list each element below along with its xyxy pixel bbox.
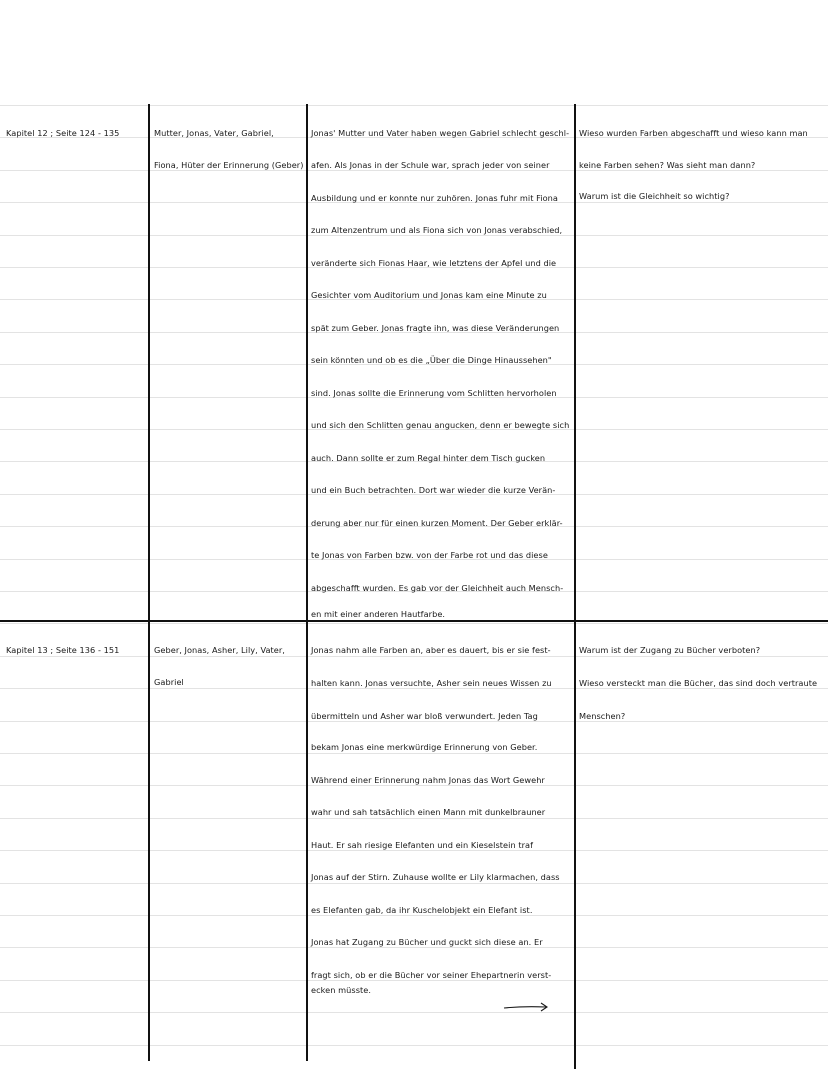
ruled-line	[0, 980, 828, 981]
arrow-right-icon	[502, 1000, 550, 1014]
question-line: Warum ist die Gleichheit so wichtig?	[579, 191, 730, 201]
summary-line: te Jonas von Farben bzw. von der Farbe rot und das diese	[311, 550, 548, 560]
ruled-line	[0, 1012, 828, 1013]
ruled-line	[0, 818, 828, 819]
summary-line: Haut. Er sah riesige Elefanten und ein Kieselstein traf	[311, 840, 534, 850]
summary-line: halten kann. Jonas versuchte, Asher sein neues Wissen zu	[311, 678, 552, 688]
summary-line: derung aber nur für einen kurzen Moment. Der Geber erklär-	[311, 518, 563, 528]
summary-line: und ein Buch betrachten. Dort war wieder die kurze Verän-	[311, 485, 556, 495]
characters-line: Geber, Jonas, Asher, Lily, Vater,	[154, 645, 285, 655]
summary-line: wahr und sah tatsächlich einen Mann mit dunkelbrauner	[311, 807, 546, 817]
ruled-line	[0, 688, 828, 689]
question-line: Wieso wurden Farben abgeschafft und wieso kann man	[579, 128, 808, 138]
ruled-line	[0, 105, 828, 106]
question-line: Menschen?	[579, 711, 626, 721]
summary-line: es Elefanten gab, da ihr Kuschelobjekt ein Elefant ist.	[311, 905, 533, 915]
ruled-line	[0, 721, 828, 722]
summary-line: fragt sich, ob er die Bücher vor seiner Ehepartnerin verst-	[311, 970, 552, 980]
ruled-line	[0, 1045, 828, 1046]
summary-line: Gesichter vom Auditorium und Jonas kam eine Minute zu	[311, 290, 547, 300]
characters-line: Fiona, Hüter der Erinnerung (Geber)	[154, 160, 304, 170]
chapter-label: Kapitel 13 ; Seite 136 - 151	[6, 645, 120, 655]
row-divider	[0, 620, 828, 622]
summary-line: Jonas hat Zugang zu Bücher und guckt sich diese an. Er	[311, 937, 543, 947]
ruled-line	[0, 850, 828, 851]
summary-line: veränderte sich Fionas Haar, wie letztens der Apfel und die	[311, 258, 557, 268]
question-line: Warum ist der Zugang zu Bücher verboten?	[579, 645, 761, 655]
ruled-line	[0, 623, 828, 624]
ruled-line	[0, 235, 828, 236]
summary-line: sein könnten und ob es die „Über die Dinge Hinaussehen"	[311, 355, 552, 365]
summary-line: spät zum Geber. Jonas fragte ihn, was diese Veränderungen	[311, 323, 560, 333]
summary-line: bekam Jonas eine merkwürdige Erinnerung von Geber.	[311, 742, 538, 752]
summary-line: Während einer Erinnerung nahm Jonas das Wort Gewehr	[311, 775, 545, 785]
ruled-line	[0, 915, 828, 916]
chapter-label: Kapitel 12 ; Seite 124 - 135	[6, 128, 120, 138]
ruled-line	[0, 883, 828, 884]
summary-line: abgeschafft wurden. Es gab vor der Gleichheit auch Mensch-	[311, 583, 564, 593]
summary-line: afen. Als Jonas in der Schule war, sprach jeder von seiner	[311, 160, 550, 170]
question-line: Wieso versteckt man die Bücher, das sind doch vertraute	[579, 678, 818, 688]
summary-line: ecken müsste.	[311, 985, 372, 995]
characters-line: Mutter, Jonas, Vater, Gabriel,	[154, 128, 274, 138]
summary-line: auch. Dann sollte er zum Regal hinter dem Tisch gucken	[311, 453, 546, 463]
summary-line: übermitteln und Asher war bloß verwundert. Jeden Tag	[311, 711, 538, 721]
column-divider-2	[306, 104, 308, 1061]
ruled-line	[0, 753, 828, 754]
column-divider-3	[574, 104, 576, 1069]
summary-line: Jonas' Mutter und Vater haben wegen Gabriel schlecht geschl-	[311, 128, 570, 138]
summary-line: Jonas nahm alle Farben an, aber es dauert, bis er sie fest-	[311, 645, 551, 655]
ruled-line	[0, 170, 828, 171]
summary-line: Jonas auf der Stirn. Zuhause wollte er Lily klarmachen, dass	[311, 872, 560, 882]
summary-line: Ausbildung und er konnte nur zuhören. Jonas fuhr mit Fiona	[311, 193, 558, 203]
column-divider-1	[148, 104, 150, 1061]
summary-line: zum Altenzentrum und als Fiona sich von Jonas verabschied,	[311, 225, 563, 235]
ruled-line	[0, 947, 828, 948]
summary-line: sind. Jonas sollte die Erinnerung vom Schlitten hervorholen	[311, 388, 557, 398]
summary-line: en mit einer anderen Hautfarbe.	[311, 609, 446, 619]
ruled-line	[0, 785, 828, 786]
question-line: keine Farben sehen? Was sieht man dann?	[579, 160, 756, 170]
summary-line: und sich den Schlitten genau angucken, denn er bewegte sich	[311, 420, 570, 430]
ruled-line	[0, 656, 828, 657]
characters-line: Gabriel	[154, 677, 184, 687]
